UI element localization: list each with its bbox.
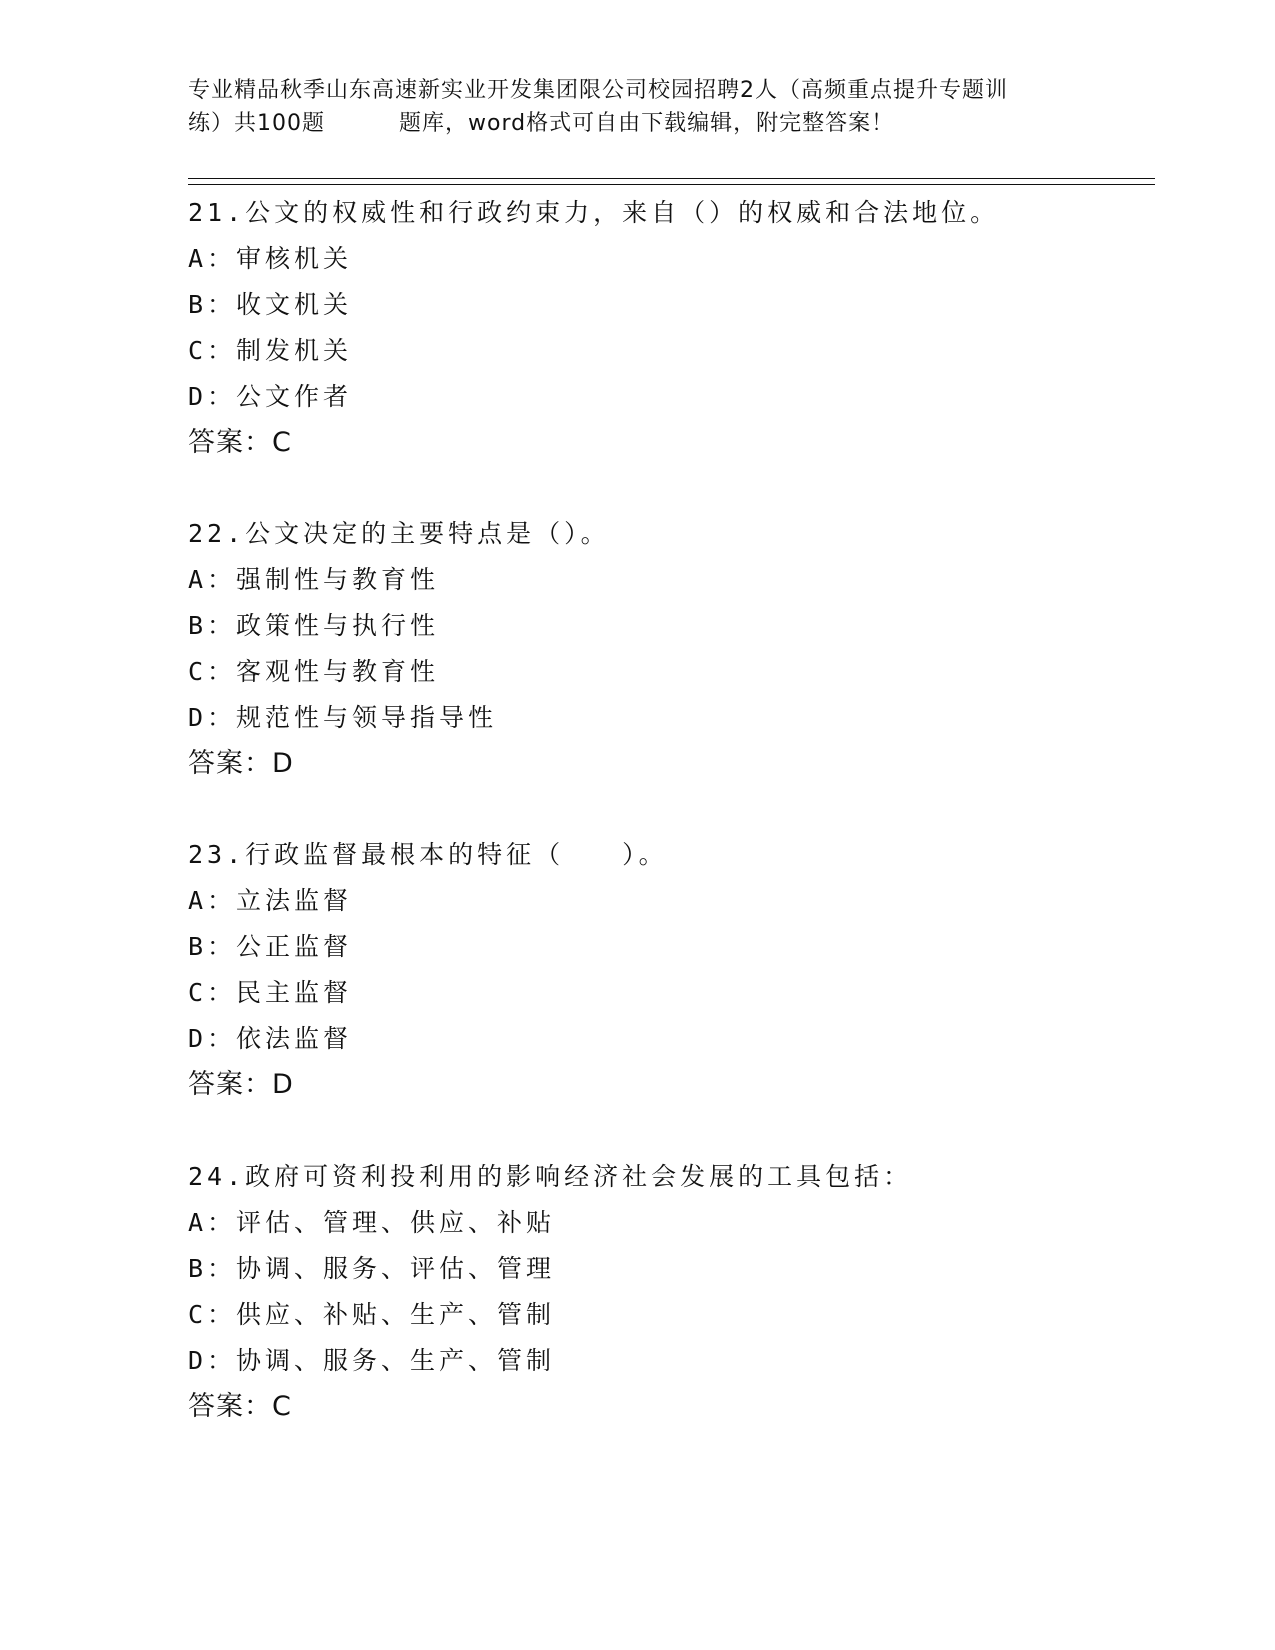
question-block [188,190,1148,466]
answer-key: 答案：C [188,427,292,458]
header-line-1: 专业精品秋季山东高速新实业开发集团限公司校园招聘2人（高频重点提升专题训 [188,78,1008,103]
answer-key: 答案：D [188,748,294,779]
option-a: A：审核机关 [188,244,353,273]
header-divider-top [188,178,1155,179]
option-d: D：规范性与领导指导性 [188,703,498,732]
question-stem: 23.行政监督最根本的特征（ ）。 [188,840,668,869]
question-block [188,832,1148,1108]
option-a: A：评估、管理、供应、补贴 [188,1208,556,1237]
header-line-2-part-2: 题库，word格式可自由下载编辑，附完整答案！ [399,111,895,136]
option-b: B：协调、服务、评估、管理 [188,1254,556,1283]
option-b: B：公正监督 [188,932,353,961]
question-stem: 24.政府可资利投利用的影响经济社会发展的工具包括： [188,1162,913,1191]
option-c: C：客观性与教育性 [188,657,440,686]
option-a: A：立法监督 [188,886,353,915]
question-block [188,1154,1148,1430]
option-b: B：收文机关 [188,290,353,319]
option-d: D：依法监督 [188,1024,353,1053]
option-d: D：公文作者 [188,382,353,411]
header-line-2 [188,107,1088,140]
question-stem: 22.公文决定的主要特点是（）。 [188,519,610,548]
question-block [188,511,1148,787]
option-c: C：民主监督 [188,978,353,1007]
answer-key: 答案：C [188,1391,292,1422]
question-stem: 21.公文的权威性和行政约束力，来自（）的权威和合法地位。 [188,198,1000,227]
option-c: C：制发机关 [188,336,353,365]
header-divider-bottom [188,184,1155,185]
header-line-2-part-1: 练）共100题 [188,111,325,136]
option-d: D：协调、服务、生产、管制 [188,1346,556,1375]
option-a: A：强制性与教育性 [188,565,440,594]
option-c: C：供应、补贴、生产、管制 [188,1300,556,1329]
answer-key: 答案：D [188,1069,294,1100]
document-header [188,74,1088,140]
option-b: B：政策性与执行性 [188,611,440,640]
